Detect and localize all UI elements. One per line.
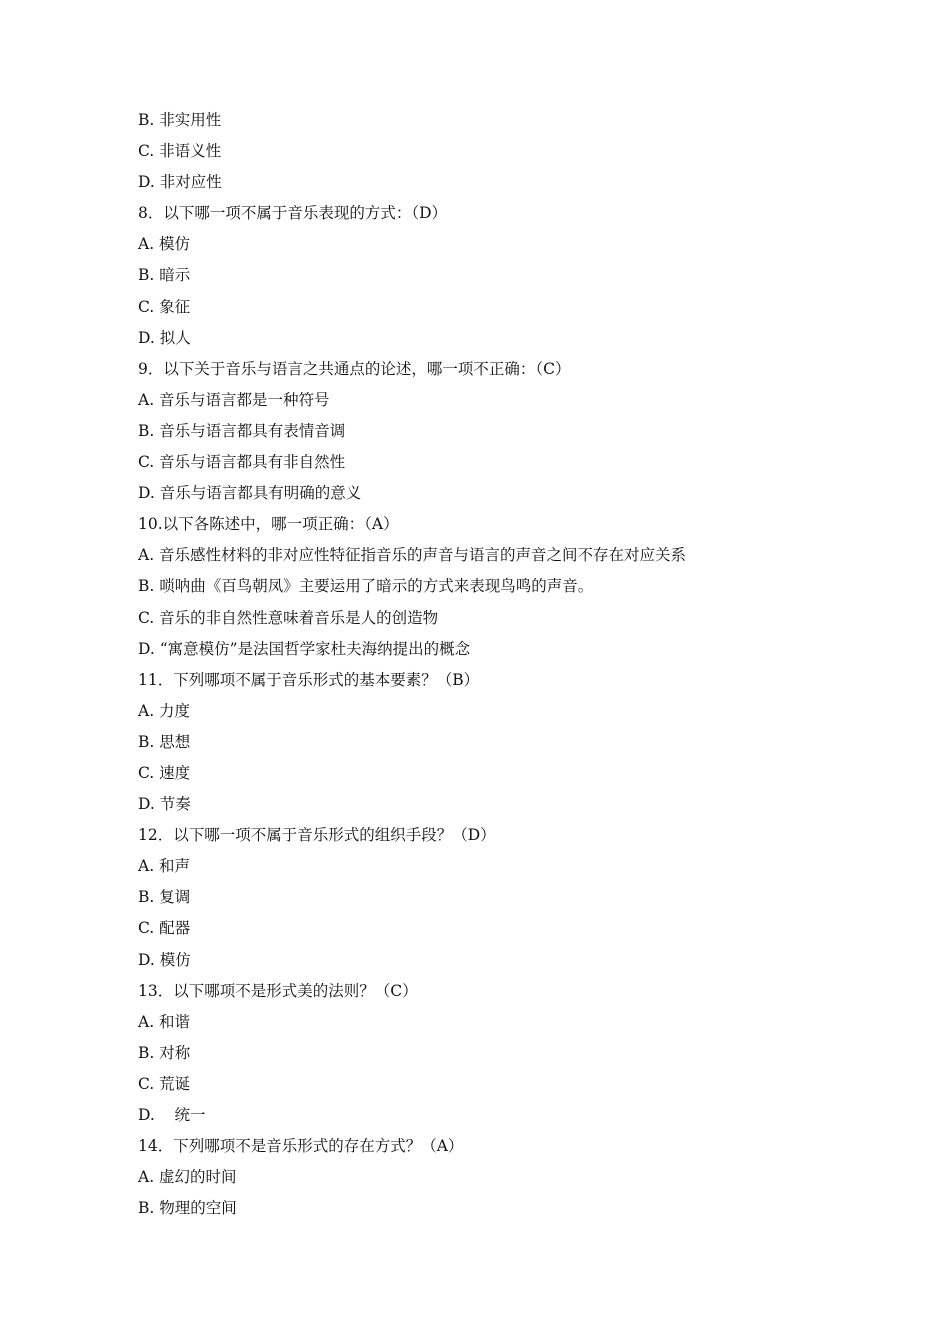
option-line: C. 速度 — [138, 763, 191, 782]
option-line: C. 音乐的非自然性意味着音乐是人的创造物 — [138, 608, 439, 627]
option-line: D. “寓意模仿”是法国哲学家杜夫海纳提出的概念 — [138, 639, 471, 658]
question-line: 9．以下关于音乐与语言之共通点的论述，哪一项不正确：（C） — [138, 359, 571, 378]
option-line: B. 思想 — [138, 732, 191, 751]
option-line: D. 音乐与语言都具有明确的意义 — [138, 484, 362, 503]
option-line: A. 音乐感性材料的非对应性特征指音乐的声音与语言的声音之间不存在对应关系 — [138, 546, 687, 565]
option-line: C. 配器 — [138, 919, 191, 938]
option-line: D. 节奏 — [138, 795, 191, 814]
option-line: A. 和谐 — [138, 1012, 191, 1031]
option-line: C. 象征 — [138, 297, 191, 316]
option-line: D. 统一 — [138, 1106, 206, 1124]
question-line: 12．以下哪一项不属于音乐形式的组织手段？（D） — [138, 826, 496, 845]
option-line: B. 非实用性 — [138, 111, 222, 129]
option-line: B. 复调 — [138, 888, 191, 907]
option-line: B. 唢呐曲《百鸟朝凤》主要运用了暗示的方式来表现鸟鸣的声音。 — [138, 577, 594, 596]
question-line: 13．以下哪项不是形式美的法则？（C） — [138, 981, 418, 1000]
option-line: A. 力度 — [138, 701, 191, 720]
option-line: D. 非对应性 — [138, 173, 222, 192]
option-line: A. 音乐与语言都是一种符号 — [138, 390, 330, 409]
option-line: A. 和声 — [138, 857, 191, 876]
option-line: B. 音乐与语言都具有表情音调 — [138, 421, 346, 440]
document-body — [138, 105, 878, 1224]
option-line: C. 非语义性 — [138, 142, 222, 161]
question-line: 10.以下各陈述中，哪一项正确：（A） — [138, 515, 399, 534]
option-line: C. 荒诞 — [138, 1074, 191, 1093]
option-line: D. 模仿 — [138, 950, 191, 969]
option-line: D. 拟人 — [138, 328, 191, 347]
question-line: 11．下列哪项不属于音乐形式的基本要素？（B） — [138, 670, 480, 689]
option-line: B. 对称 — [138, 1043, 191, 1062]
option-line: B. 物理的空间 — [138, 1199, 237, 1218]
option-line: B. 暗示 — [138, 266, 191, 285]
option-line: A. 模仿 — [138, 235, 191, 254]
option-line: A. 虚幻的时间 — [138, 1168, 237, 1187]
question-line: 8．以下哪一项不属于音乐表现的方式：（D） — [138, 204, 448, 223]
question-line: 14．下列哪项不是音乐形式的存在方式？（A） — [138, 1137, 464, 1156]
option-line: C. 音乐与语言都具有非自然性 — [138, 453, 346, 472]
